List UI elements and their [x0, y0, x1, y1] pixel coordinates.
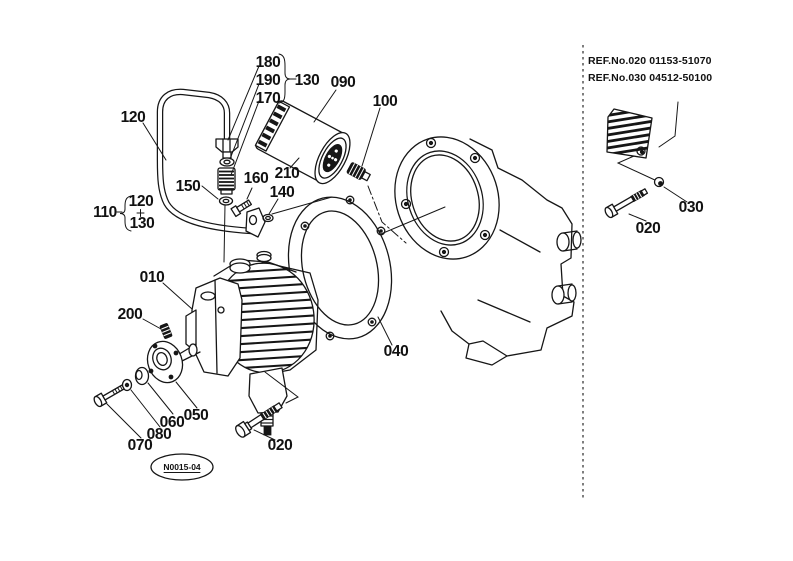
part-label-130-top: 130 [294, 72, 320, 89]
part-label-200: 200 [117, 306, 143, 323]
sheet-stamp-text: N0015-04 [163, 462, 201, 472]
part-label-120b: 120 [128, 193, 154, 210]
ref-line-2: REF.No.030 04512-50100 [588, 72, 713, 84]
part-label-050: 050 [183, 407, 209, 424]
ref-bolt-020-drawing [604, 186, 649, 219]
plug-200-drawing [160, 323, 173, 339]
ref-pump-corner-drawing [604, 102, 678, 181]
bolt-070-drawing [93, 382, 126, 408]
part-label-210: 210 [274, 165, 300, 182]
joint-ring-140-drawing [263, 215, 273, 222]
oil-filter-drawing [254, 99, 357, 189]
part-label-090: 090 [330, 74, 356, 91]
ref-nut-030-drawing [655, 178, 664, 187]
ref-part-label-030: 030 [678, 199, 704, 216]
part-label-080: 080 [146, 426, 172, 443]
ref-part-label-020: 020 [635, 220, 661, 237]
ref-panel [588, 55, 712, 237]
banjo-fitting-stack-drawing [216, 139, 238, 262]
sheet-stamp [151, 454, 213, 480]
part-label-110: 110 [93, 204, 117, 221]
part-label-100: 100 [372, 93, 398, 110]
part-label-040: 040 [383, 343, 409, 360]
part-label-190: 190 [255, 72, 281, 89]
part-label-160: 160 [243, 170, 269, 187]
coupling-flange-group-drawing [93, 336, 189, 407]
part-label-pipe-120: 120 [120, 109, 146, 126]
part-label-130b: 130 [129, 215, 155, 232]
ref-line-1: REF.No.020 01153-51070 [588, 55, 712, 67]
part-label-140: 140 [269, 184, 295, 201]
part-label-180: 180 [255, 54, 281, 71]
part-label-170: 170 [255, 90, 281, 107]
part-label-060: 060 [159, 414, 185, 431]
part-label-150: 150 [175, 178, 201, 195]
filter-nipple-drawing [346, 162, 371, 183]
part-label-010: 010 [139, 269, 165, 286]
part-label-070: 070 [127, 437, 153, 454]
part-label-020: 020 [267, 437, 293, 454]
